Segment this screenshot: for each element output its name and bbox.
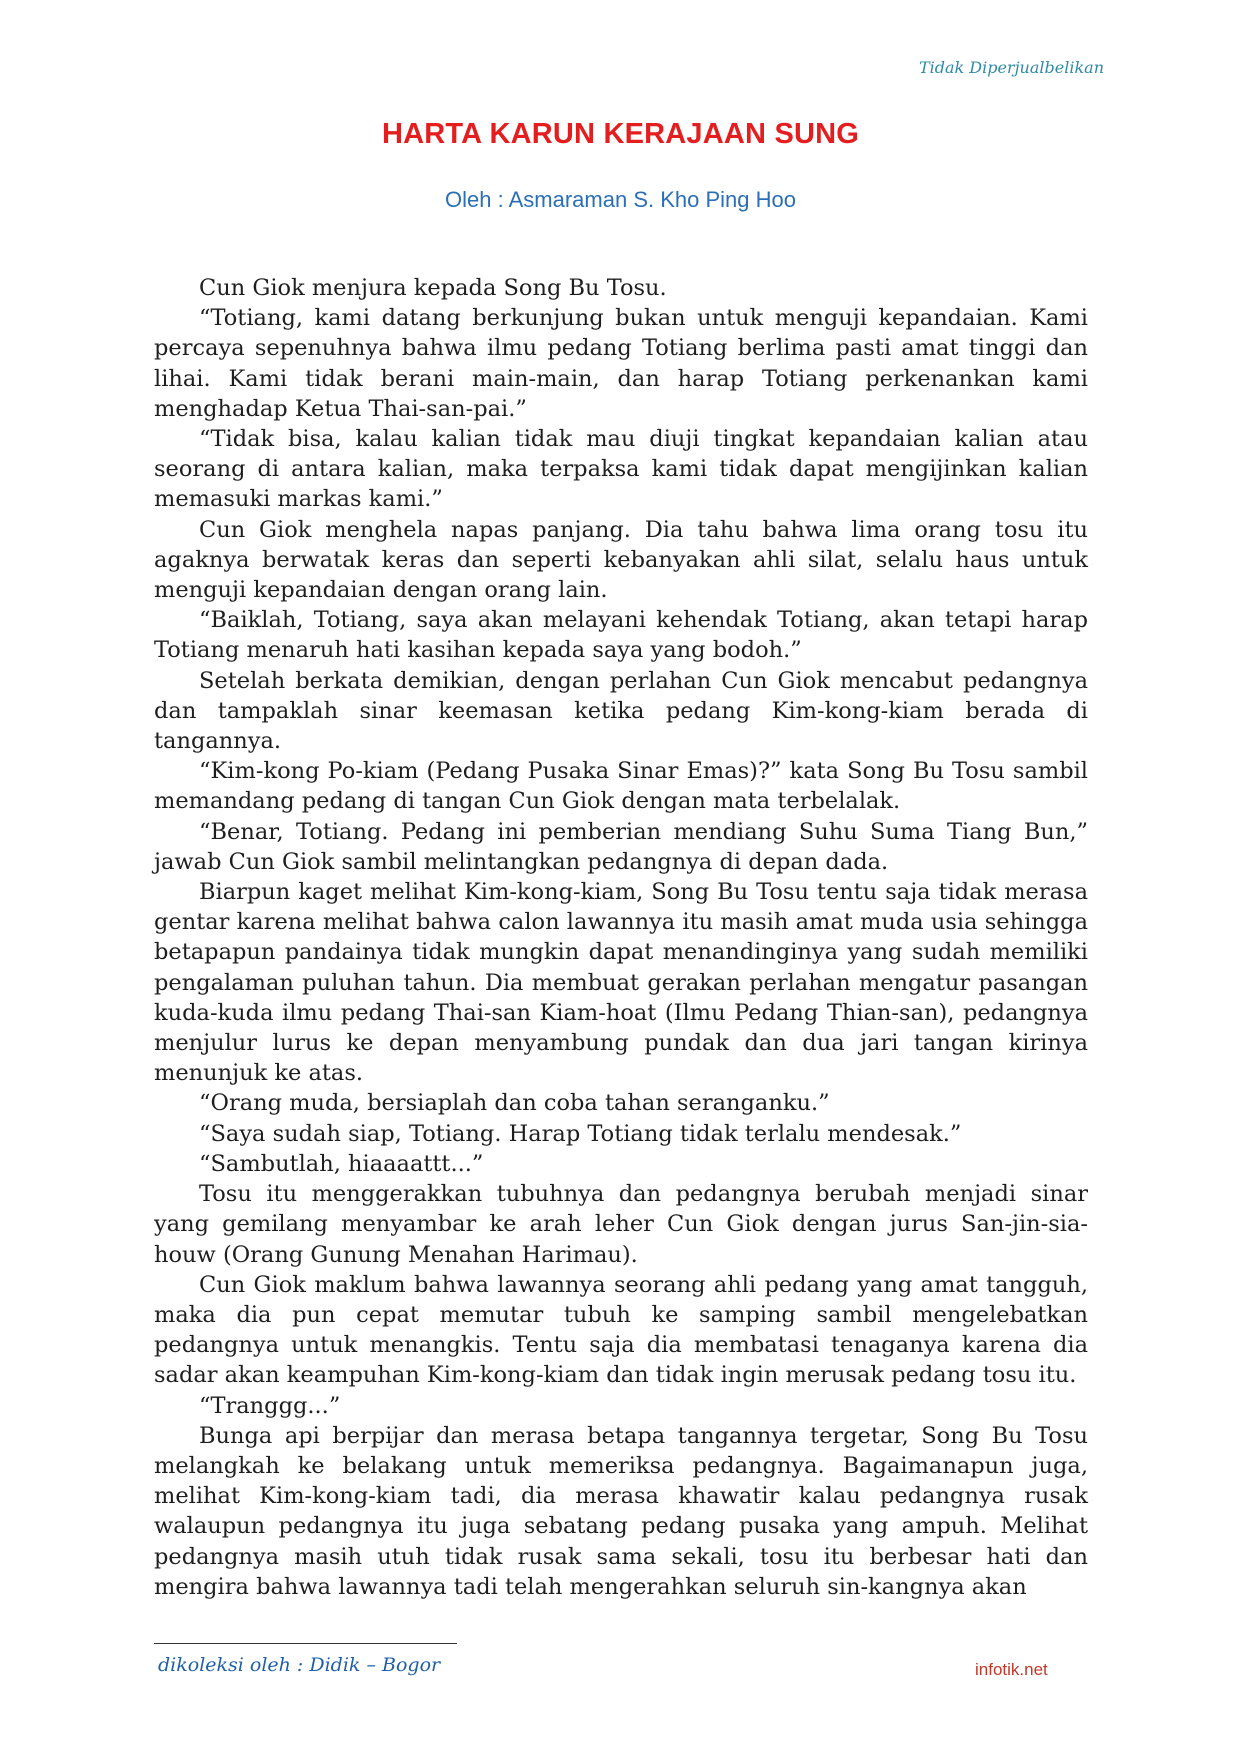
paragraph: Tosu itu menggerakkan tubuhnya dan pedangnya berubah menjadi sinar yang gemilang menyambar ke arah leher Cun Giok dengan jurus San-jin-sia-houw (Orang Gunung Menahan Harimau). xyxy=(154,1181,1088,1268)
paragraph: “Baiklah, Totiang, saya akan melayani kehendak Totiang, akan tetapi harap Totiang menaruh hati kasihan kepada saya yang bodoh.” xyxy=(154,607,1088,664)
paragraph: “Orang muda, bersiaplah dan coba tahan seranganku.” xyxy=(199,1090,830,1117)
paragraph: Biarpun kaget melihat Kim-kong-kiam, Song Bu Tosu tentu saja tidak merasa gentar karena melihat bahwa calon lawannya itu masih amat muda usia sehingga betapapun pandainya tidak mungkin dapat menandinginya yang sudah memiliki pengalaman puluhan tahun. Dia membuat gerakan perlahan mengatur pasangan kuda-kuda ilmu pedang Thai-san Kiam-hoat (Ilmu Pedang Thian-san), pedangnya menjulur lurus ke depan menyambung pundak dan dua jari tangan kirinya menunjuk ke atas. xyxy=(154,879,1088,1087)
paragraph: “Tranggg...” xyxy=(199,1392,341,1419)
footer-divider xyxy=(154,1643,457,1644)
paragraph: “Saya sudah siap, Totiang. Harap Totiang tidak terlalu mendesak.” xyxy=(199,1120,962,1147)
paragraph: Bunga api berpijar dan merasa betapa tangannya tergetar, Song Bu Tosu melangkah ke belakang untuk memeriksa pedangnya. Bagaimanapun juga, melihat Kim-kong-kiam tadi, dia merasa khawatir kalau pedangnya rusak walaupun pedangnya itu juga sebatang pedang pusaka yang ampuh. Melihat pedangnya masih utuh tidak rusak sama sekali, tosu itu berbesar hati dan mengira bahwa lawannya tadi telah mengerahkan seluruh sin-kangnya akan xyxy=(154,1422,1088,1600)
paragraph: “Totiang, kami datang berkunjung bukan untuk menguji kepandaian. Kami percaya sepenuhnya bahwa ilmu pedang Totiang berlima pasti amat tinggi dan lihai. Kami tidak berani main-main, dan harap Totiang perkenankan kami menghadap Ketua Thai-san-pai.” xyxy=(154,305,1088,422)
footer-credit: dikoleksi oleh : Didik – Bogor xyxy=(158,1654,441,1676)
paragraph: Cun Giok maklum bahwa lawannya seorang ahli pedang yang amat tangguh, maka dia pun cepat memutar tubuh ke samping sambil mengelebatkan pedangnya untuk menangkis. Tentu saja dia membatasi tenaganya karena dia sadar akan keampuhan Kim-kong-kiam dan tidak ingin merusak pedang tosu itu. xyxy=(154,1271,1088,1389)
paragraph: “Benar, Totiang. Pedang ini pemberian mendiang Suhu Suma Tiang Bun,” jawab Cun Giok sambil melintangkan pedangnya di depan dada. xyxy=(154,818,1088,875)
author-line: Oleh : Asmaraman S. Kho Ping Hoo xyxy=(445,187,796,212)
paragraph: Setelah berkata demikian, dengan perlahan Cun Giok mencabut pedangnya dan tampaklah sinar keemasan ketika pedang Kim-kong-kiam berada di tangannya. xyxy=(154,667,1088,755)
story-body xyxy=(154,273,1088,1602)
paragraph: “Kim-kong Po-kiam (Pedang Pusaka Sinar Emas)?” kata Song Bu Tosu sambil memandang pedang di tangan Cun Giok dengan mata terbelalak. xyxy=(154,758,1088,815)
header-note: Tidak Diperjualbelikan xyxy=(918,58,1104,77)
paragraph: “Tidak bisa, kalau kalian tidak mau diuji tingkat kepandaian kalian atau seorang di antara kalian, maka terpaksa kami tidak dapat mengijinkan kalian memasuki markas kami.” xyxy=(154,426,1088,513)
paragraph: Cun Giok menghela napas panjang. Dia tahu bahwa lima orang tosu itu agaknya berwatak keras dan seperti kebanyakan ahli silat, selalu haus untuk menguji kepandaian dengan orang lain. xyxy=(154,516,1088,604)
paragraph: Cun Giok menjura kepada Song Bu Tosu. xyxy=(199,275,667,301)
footer-site: infotik.net xyxy=(975,1660,1048,1679)
paragraph: “Sambutlah, hiaaaattt...” xyxy=(199,1150,484,1177)
page-title: HARTA KARUN KERAJAAN SUNG xyxy=(381,118,860,150)
